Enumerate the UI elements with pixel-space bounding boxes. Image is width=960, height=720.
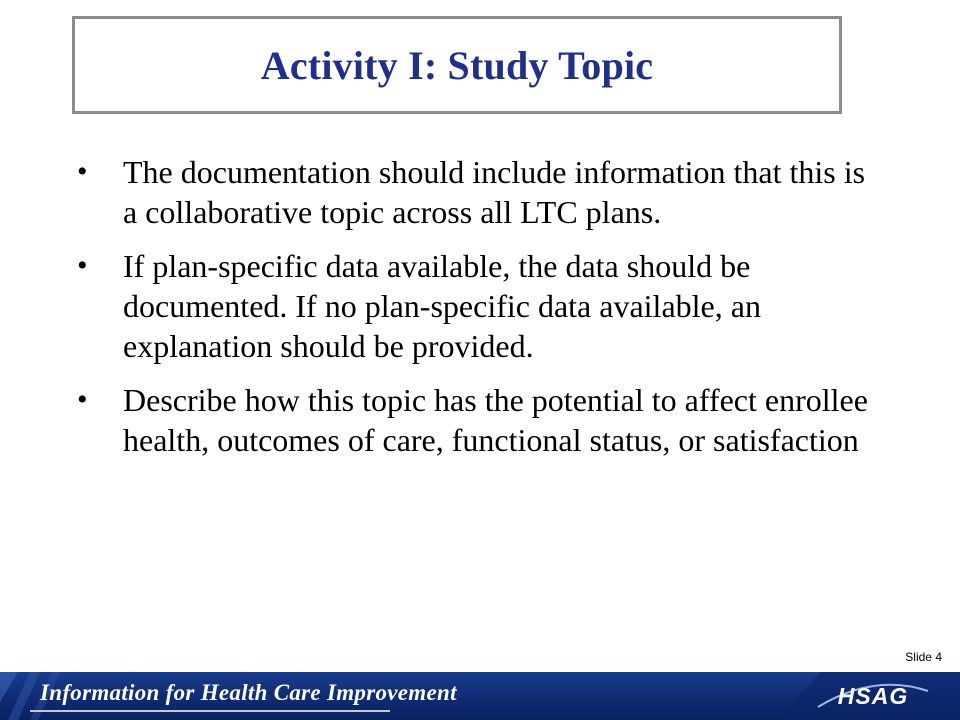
- title-box: [72, 16, 842, 114]
- bullet-list: [75, 152, 875, 474]
- bullet-dot-icon: •: [77, 249, 88, 282]
- slide-number: Slide 4: [905, 650, 942, 664]
- footer-underline: [30, 710, 390, 712]
- bullet-text: If plan-specific data available, the data should be documented. If no plan-specific data available, an explanation should be provided.: [123, 248, 761, 364]
- bullet-item: [75, 246, 875, 366]
- bullet-item: [75, 380, 875, 460]
- bullet-text: The documentation should include information that this is a collaborative topic across all LTC plans.: [123, 154, 866, 230]
- footer-band: [0, 672, 960, 720]
- bullet-dot-icon: •: [77, 155, 88, 188]
- footer-tagline: Information for Health Care Improvement: [40, 680, 457, 705]
- bullet-item: [75, 152, 875, 232]
- bullet-text: Describe how this topic has the potential to affect enrollee health, outcomes of care, functional status, or satisfaction: [123, 382, 868, 458]
- bullet-dot-icon: •: [77, 383, 88, 416]
- hsag-logo: [814, 681, 932, 711]
- logo-text: HSAG: [837, 683, 909, 709]
- slide-title: Activity I: Study Topic: [260, 42, 654, 88]
